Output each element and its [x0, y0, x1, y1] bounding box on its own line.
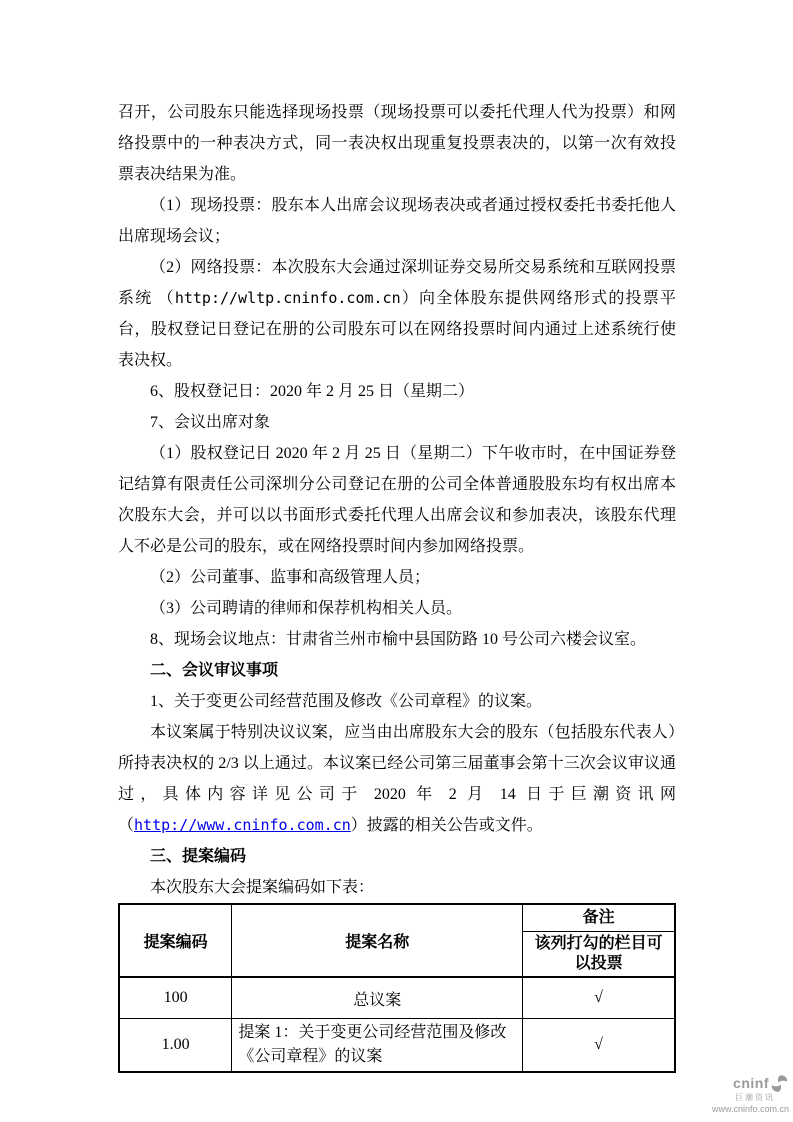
proposal-code-table — [118, 903, 676, 1073]
table-row — [119, 977, 675, 1019]
cninfo-brand-text: cninf — [733, 1074, 769, 1091]
para-online-voting-text: （2）网络投票：本次股东大会通过深圳证券交易所交易系统和互联网投票系统 （ — [118, 259, 676, 307]
cninfo-url: www.cninfo.com.cn — [711, 1103, 789, 1114]
column-header-proposal-code: 提案编码 — [119, 904, 232, 977]
para-attendees-title: 7、会议出席对象 — [150, 414, 271, 431]
cell-vote-checkmark: √ — [523, 977, 675, 1019]
para-table-intro: 本次股东大会提案编码如下表： — [150, 879, 375, 896]
cninfo-watermark — [712, 1074, 789, 1115]
cninfo-swirl-icon — [770, 1074, 789, 1093]
para-online-voting-text-after: ）向全体股东提供网络形式的投票平台，股权登记日登记在册的公司股东可以在网络投票时间内通过上述系统行使表决权。 — [118, 290, 676, 369]
column-header-remark: 备注 — [523, 904, 675, 932]
cninfo-brand-row — [712, 1074, 789, 1093]
para-attendees-directors: （2）公司董事、监事和高级管理人员； — [150, 569, 431, 586]
column-header-proposal-name: 提案名称 — [232, 904, 523, 977]
para-attendees-lawyers: （3）公司聘请的律师和保荐机构相关人员。 — [150, 600, 463, 617]
cell-proposal-code: 100 — [119, 977, 232, 1019]
para-voting-method-continued: 召开，公司股东只能选择现场投票（现场投票可以委托代理人代为投票）和网络投票中的一种表决方式，同一表决权出现重复投票表决的，以第一次有效投票表决结果为准。 — [118, 104, 676, 183]
para-online-voting — [118, 252, 676, 376]
voting-platform-url: http://wltp.cninfo.com.cn — [174, 289, 401, 307]
para-record-date: 6、股权登记日：2020 年 2 月 25 日（星期二） — [150, 383, 475, 400]
para-onsite-voting: （1）现场投票：股东本人出席会议现场表决或者通过授权委托书委托他人出席现场会议； — [118, 197, 676, 245]
table-row — [119, 1019, 675, 1073]
cell-proposal-name: 总议案 — [232, 977, 523, 1019]
para-proposal-title: 1、关于变更公司经营范围及修改《公司章程》的议案。 — [150, 693, 543, 710]
cninfo-brand-chinese: 巨潮资讯 — [735, 1093, 775, 1102]
para-meeting-venue: 8、现场会议地点：甘肃省兰州市榆中县国防路 10 号公司六楼会议室。 — [150, 631, 647, 648]
document-body — [118, 97, 676, 1073]
table-header-row — [119, 904, 675, 932]
section-heading-deliberation-items: 二、会议审议事项 — [150, 662, 279, 679]
para-special-resolution — [118, 717, 676, 841]
column-header-remark-note: 该列打勾的栏目可以投票 — [523, 932, 675, 978]
cell-proposal-code: 1.00 — [119, 1019, 232, 1073]
cell-vote-checkmark: √ — [523, 1019, 675, 1073]
para-special-resolution-text-after: ）披露的相关公告或文件。 — [350, 817, 543, 834]
cninfo-disclosure-link[interactable]: http://www.cninfo.com.cn — [134, 816, 351, 834]
para-special-resolution-text: 本议案属于特别决议议案，应当由出席股东大会的股东（包括股东代表人）所持表决权的 2/3 以上通过。本议案已经公司第三届董事会第十三次会议审议通过，具体内容详见公司于 2020 年 2 月 14 日于巨潮资讯网（ — [118, 724, 676, 834]
section-heading-proposal-code: 三、提案编码 — [150, 848, 247, 865]
para-attendees-shareholders: （1）股权登记日 2020 年 2 月 25 日（星期二）下午收市时，在中国证券登记结算有限责任公司深圳分公司登记在册的公司全体普通股股东均有权出席本次股东大会，并可以以书面形式委托代理人出席会议和参加表决，该股东代理人不必是公司的股东，或在网络投票时间内参加网络投票。 — [118, 445, 676, 555]
cell-proposal-name: 提案 1：关于变更公司经营范围及修改《公司章程》的议案 — [232, 1019, 523, 1073]
